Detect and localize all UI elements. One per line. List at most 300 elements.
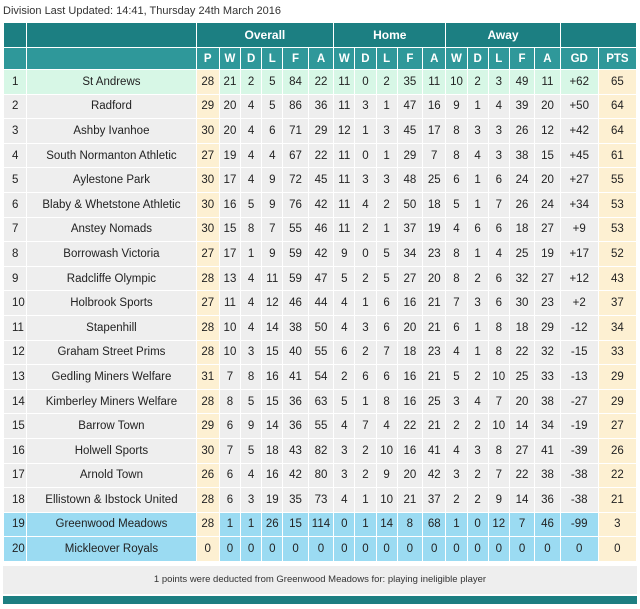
cell-played: 28 — [196, 389, 219, 414]
cell-home-for: 20 — [397, 315, 422, 340]
cell-goals-against: 36 — [308, 94, 333, 119]
cell-home-drawn: 1 — [355, 119, 376, 144]
table-row — [4, 192, 637, 217]
cell-drawn: 1 — [241, 512, 262, 537]
cell-home-for: 8 — [397, 512, 422, 537]
cell-goals-for: 72 — [283, 168, 308, 193]
cell-away-drawn: 1 — [467, 168, 488, 193]
cell-lost: 9 — [262, 242, 283, 267]
cell-drawn: 4 — [241, 168, 262, 193]
col-against: A — [308, 48, 333, 70]
cell-away-drawn: 2 — [467, 488, 488, 513]
cell-position: 4 — [4, 143, 27, 168]
cell-goal-difference: +17 — [560, 242, 598, 267]
cell-away-lost: 3 — [488, 119, 509, 144]
cell-drawn: 5 — [241, 389, 262, 414]
cell-home-against: 19 — [423, 217, 446, 242]
cell-won: 20 — [219, 119, 240, 144]
cell-goals-for: 59 — [283, 242, 308, 267]
cell-home-against: 68 — [423, 512, 446, 537]
cell-away-against: 23 — [535, 291, 560, 316]
cell-won: 6 — [219, 463, 240, 488]
cell-team-name: Aylestone Park — [27, 168, 196, 193]
cell-away-won: 8 — [446, 143, 467, 168]
cell-goals-for: 43 — [283, 438, 308, 463]
cell-goal-difference: -27 — [560, 389, 598, 414]
cell-home-against: 16 — [423, 94, 446, 119]
cell-home-against: 41 — [423, 438, 446, 463]
cell-home-drawn: 1 — [355, 512, 376, 537]
cell-points: 34 — [598, 315, 636, 340]
cell-position: 8 — [4, 242, 27, 267]
cell-home-won: 3 — [334, 438, 355, 463]
col-pos — [4, 48, 27, 70]
cell-away-lost: 0 — [488, 537, 509, 562]
col-points: PTS — [598, 48, 636, 70]
cell-goals-against: 55 — [308, 414, 333, 439]
cell-goal-difference: -12 — [560, 315, 598, 340]
cell-away-for: 30 — [509, 291, 534, 316]
cell-points: 29 — [598, 365, 636, 390]
cell-lost: 9 — [262, 192, 283, 217]
table-row — [4, 512, 637, 537]
cell-won: 19 — [219, 143, 240, 168]
cell-home-for: 16 — [397, 365, 422, 390]
cell-home-drawn: 3 — [355, 315, 376, 340]
cell-played: 28 — [196, 315, 219, 340]
cell-away-won: 4 — [446, 438, 467, 463]
cell-drawn: 4 — [241, 463, 262, 488]
cell-won: 11 — [219, 291, 240, 316]
cell-won: 8 — [219, 389, 240, 414]
cell-position: 1 — [4, 70, 27, 95]
cell-drawn: 2 — [241, 70, 262, 95]
table-row — [4, 340, 637, 365]
cell-away-drawn: 3 — [467, 438, 488, 463]
cell-points: 53 — [598, 192, 636, 217]
cell-home-against: 23 — [423, 242, 446, 267]
cell-played: 29 — [196, 94, 219, 119]
cell-goals-against: 22 — [308, 143, 333, 168]
cell-team-name: Arnold Town — [27, 463, 196, 488]
cell-away-for: 22 — [509, 463, 534, 488]
cell-goals-against: 45 — [308, 168, 333, 193]
cell-goals-against: 50 — [308, 315, 333, 340]
cell-lost: 12 — [262, 291, 283, 316]
cell-home-drawn: 4 — [355, 192, 376, 217]
cell-home-won: 9 — [334, 242, 355, 267]
cell-points: 61 — [598, 143, 636, 168]
cell-position: 11 — [4, 315, 27, 340]
cell-away-for: 0 — [509, 537, 534, 562]
cell-away-drawn: 4 — [467, 143, 488, 168]
cell-goals-against: 44 — [308, 291, 333, 316]
cell-home-drawn: 0 — [355, 537, 376, 562]
cell-home-lost: 3 — [376, 168, 397, 193]
cell-home-drawn: 0 — [355, 242, 376, 267]
cell-lost: 0 — [262, 537, 283, 562]
cell-goal-difference: 0 — [560, 537, 598, 562]
cell-goals-for: 40 — [283, 340, 308, 365]
cell-away-for: 24 — [509, 168, 534, 193]
cell-team-name: Kimberley Miners Welfare — [27, 389, 196, 414]
cell-home-against: 21 — [423, 291, 446, 316]
cell-goals-for: 36 — [283, 389, 308, 414]
cell-goal-difference: +42 — [560, 119, 598, 144]
cell-home-for: 45 — [397, 119, 422, 144]
cell-home-won: 0 — [334, 512, 355, 537]
cell-team-name: Ashby Ivanhoe — [27, 119, 196, 144]
cell-away-against: 12 — [535, 119, 560, 144]
cell-drawn: 5 — [241, 192, 262, 217]
cell-away-won: 6 — [446, 168, 467, 193]
cell-drawn: 8 — [241, 217, 262, 242]
cell-played: 30 — [196, 192, 219, 217]
points-deduction-note: 1 points were deducted from Greenwood Meadows for: playing ineligible player — [3, 566, 637, 594]
cell-away-for: 25 — [509, 242, 534, 267]
cell-home-against: 25 — [423, 168, 446, 193]
cell-away-for: 38 — [509, 143, 534, 168]
cell-away-for: 49 — [509, 70, 534, 95]
cell-drawn: 0 — [241, 537, 262, 562]
cell-team-name: Radford — [27, 94, 196, 119]
col-home-against: A — [423, 48, 446, 70]
cell-away-drawn: 0 — [467, 537, 488, 562]
cell-goals-against: 47 — [308, 266, 333, 291]
cell-home-for: 22 — [397, 414, 422, 439]
cell-away-for: 18 — [509, 217, 534, 242]
cell-away-won: 1 — [446, 512, 467, 537]
cell-away-won: 8 — [446, 242, 467, 267]
cell-won: 16 — [219, 192, 240, 217]
cell-away-drawn: 2 — [467, 266, 488, 291]
cell-position: 9 — [4, 266, 27, 291]
cell-points: 64 — [598, 119, 636, 144]
cell-team-name: Holwell Sports — [27, 438, 196, 463]
cell-home-lost: 5 — [376, 266, 397, 291]
cell-goals-for: 46 — [283, 291, 308, 316]
cell-home-for: 16 — [397, 389, 422, 414]
col-lost: L — [262, 48, 283, 70]
cell-won: 7 — [219, 365, 240, 390]
cell-team-name: Holbrook Sports — [27, 291, 196, 316]
cell-away-lost: 10 — [488, 414, 509, 439]
cell-away-lost: 10 — [488, 365, 509, 390]
cell-away-won: 6 — [446, 315, 467, 340]
cell-home-for: 16 — [397, 438, 422, 463]
cell-away-for: 26 — [509, 192, 534, 217]
cell-goals-against: 54 — [308, 365, 333, 390]
cell-won: 21 — [219, 70, 240, 95]
cell-goal-difference: -15 — [560, 340, 598, 365]
cell-away-against: 0 — [535, 537, 560, 562]
cell-goals-for: 55 — [283, 217, 308, 242]
cell-goals-against: 0 — [308, 537, 333, 562]
cell-goals-against: 82 — [308, 438, 333, 463]
cell-away-for: 39 — [509, 94, 534, 119]
col-home-for: F — [397, 48, 422, 70]
cell-won: 6 — [219, 414, 240, 439]
cell-away-against: 15 — [535, 143, 560, 168]
cell-goal-difference: -39 — [560, 438, 598, 463]
cell-lost: 5 — [262, 70, 283, 95]
cell-won: 10 — [219, 340, 240, 365]
cell-away-drawn: 1 — [467, 315, 488, 340]
table-row — [4, 537, 637, 562]
cell-away-against: 36 — [535, 488, 560, 513]
table-row — [4, 414, 637, 439]
cell-won: 7 — [219, 438, 240, 463]
cell-home-lost: 6 — [376, 365, 397, 390]
cell-home-drawn: 3 — [355, 168, 376, 193]
table-row — [4, 463, 637, 488]
cell-away-for: 26 — [509, 119, 534, 144]
cell-away-drawn: 1 — [467, 192, 488, 217]
cell-home-won: 3 — [334, 463, 355, 488]
cell-played: 31 — [196, 365, 219, 390]
cell-home-lost: 8 — [376, 389, 397, 414]
cell-away-lost: 6 — [488, 168, 509, 193]
cell-home-against: 18 — [423, 192, 446, 217]
table-row — [4, 119, 637, 144]
cell-points: 52 — [598, 242, 636, 267]
cell-away-won: 4 — [446, 340, 467, 365]
cell-points: 65 — [598, 70, 636, 95]
cell-home-won: 0 — [334, 537, 355, 562]
cell-lost: 6 — [262, 119, 283, 144]
cell-away-lost: 4 — [488, 242, 509, 267]
cell-goal-difference: +27 — [560, 168, 598, 193]
cell-home-for: 21 — [397, 488, 422, 513]
cell-away-drawn: 2 — [467, 463, 488, 488]
cell-played: 27 — [196, 291, 219, 316]
cell-home-won: 11 — [334, 192, 355, 217]
cell-drawn: 1 — [241, 242, 262, 267]
cell-home-lost: 2 — [376, 70, 397, 95]
table-row — [4, 242, 637, 267]
cell-home-for: 35 — [397, 70, 422, 95]
cell-home-for: 37 — [397, 217, 422, 242]
cell-team-name: St Andrews — [27, 70, 196, 95]
cell-drawn: 4 — [241, 266, 262, 291]
cell-lost: 15 — [262, 340, 283, 365]
cell-home-lost: 2 — [376, 192, 397, 217]
cell-points: 64 — [598, 94, 636, 119]
cell-lost: 11 — [262, 266, 283, 291]
cell-goals-against: 63 — [308, 389, 333, 414]
cell-home-lost: 1 — [376, 217, 397, 242]
col-away-drawn: D — [467, 48, 488, 70]
cell-home-drawn: 1 — [355, 389, 376, 414]
cell-home-won: 12 — [334, 119, 355, 144]
cell-goals-against: 80 — [308, 463, 333, 488]
cell-lost: 16 — [262, 365, 283, 390]
cell-home-drawn: 2 — [355, 266, 376, 291]
cell-home-against: 20 — [423, 266, 446, 291]
cell-away-against: 38 — [535, 463, 560, 488]
cell-away-lost: 3 — [488, 143, 509, 168]
cell-away-for: 14 — [509, 414, 534, 439]
col-won: W — [219, 48, 240, 70]
cell-home-lost: 4 — [376, 414, 397, 439]
cell-away-against: 38 — [535, 389, 560, 414]
cell-home-lost: 14 — [376, 512, 397, 537]
table-row — [4, 438, 637, 463]
cell-lost: 26 — [262, 512, 283, 537]
cell-goal-difference: -38 — [560, 463, 598, 488]
cell-points: 43 — [598, 266, 636, 291]
cell-goals-against: 114 — [308, 512, 333, 537]
cell-away-won: 10 — [446, 70, 467, 95]
cell-away-drawn: 2 — [467, 365, 488, 390]
cell-away-drawn: 1 — [467, 242, 488, 267]
cell-team-name: Anstey Nomads — [27, 217, 196, 242]
cell-goals-for: 71 — [283, 119, 308, 144]
cell-points: 29 — [598, 389, 636, 414]
table-row — [4, 315, 637, 340]
team-spacer — [27, 23, 196, 48]
cell-away-against: 33 — [535, 365, 560, 390]
cell-home-won: 11 — [334, 94, 355, 119]
cell-away-for: 20 — [509, 389, 534, 414]
cell-played: 30 — [196, 119, 219, 144]
table-row — [4, 365, 637, 390]
cell-goals-for: 42 — [283, 463, 308, 488]
cell-away-lost: 7 — [488, 389, 509, 414]
cell-goal-difference: -38 — [560, 488, 598, 513]
table-row — [4, 488, 637, 513]
cell-team-name: Barrow Town — [27, 414, 196, 439]
cell-away-against: 29 — [535, 315, 560, 340]
cell-played: 29 — [196, 414, 219, 439]
cell-team-name: Gedling Miners Welfare — [27, 365, 196, 390]
cell-points: 3 — [598, 512, 636, 537]
cell-home-for: 47 — [397, 94, 422, 119]
cell-goals-for: 67 — [283, 143, 308, 168]
cell-home-won: 11 — [334, 70, 355, 95]
cell-home-lost: 5 — [376, 242, 397, 267]
cell-drawn: 8 — [241, 365, 262, 390]
cell-home-drawn: 2 — [355, 340, 376, 365]
cell-goals-for: 76 — [283, 192, 308, 217]
league-table — [3, 22, 637, 562]
cell-home-against: 42 — [423, 463, 446, 488]
cell-lost: 19 — [262, 488, 283, 513]
cell-goals-for: 38 — [283, 315, 308, 340]
cell-home-against: 37 — [423, 488, 446, 513]
cell-lost: 4 — [262, 143, 283, 168]
cell-away-against: 11 — [535, 70, 560, 95]
cell-played: 30 — [196, 438, 219, 463]
cell-home-against: 25 — [423, 389, 446, 414]
cell-away-drawn: 3 — [467, 119, 488, 144]
cell-position: 16 — [4, 438, 27, 463]
cell-away-won: 8 — [446, 119, 467, 144]
cell-goals-for: 35 — [283, 488, 308, 513]
cell-goals-against: 22 — [308, 70, 333, 95]
cell-away-won: 5 — [446, 365, 467, 390]
cell-team-name: Blaby & Whetstone Athletic — [27, 192, 196, 217]
cell-position: 20 — [4, 537, 27, 562]
cell-played: 28 — [196, 512, 219, 537]
last-updated-text: Division Last Updated: 14:41, Thursday 24th March 2016 — [3, 5, 282, 17]
cell-home-won: 4 — [334, 291, 355, 316]
cell-away-lost: 12 — [488, 512, 509, 537]
table-row — [4, 70, 637, 95]
cell-away-for: 27 — [509, 438, 534, 463]
col-drawn: D — [241, 48, 262, 70]
cell-away-won: 3 — [446, 463, 467, 488]
cell-goal-difference: +62 — [560, 70, 598, 95]
cell-position: 6 — [4, 192, 27, 217]
cell-lost: 14 — [262, 315, 283, 340]
col-home-drawn: D — [355, 48, 376, 70]
cell-home-drawn: 0 — [355, 143, 376, 168]
cell-home-against: 23 — [423, 340, 446, 365]
cell-drawn: 3 — [241, 488, 262, 513]
cell-team-name: Greenwood Meadows — [27, 512, 196, 537]
cell-position: 19 — [4, 512, 27, 537]
cell-away-against: 27 — [535, 266, 560, 291]
cell-away-drawn: 0 — [467, 512, 488, 537]
cell-away-lost: 4 — [488, 94, 509, 119]
cell-home-lost: 1 — [376, 94, 397, 119]
cell-lost: 15 — [262, 389, 283, 414]
cell-home-lost: 10 — [376, 438, 397, 463]
cell-goals-for: 15 — [283, 512, 308, 537]
cell-lost: 16 — [262, 463, 283, 488]
table-row — [4, 291, 637, 316]
cell-points: 27 — [598, 414, 636, 439]
cell-home-for: 16 — [397, 291, 422, 316]
cell-away-lost: 6 — [488, 291, 509, 316]
cell-team-name: Mickleover Royals — [27, 537, 196, 562]
cell-home-drawn: 2 — [355, 217, 376, 242]
cell-goals-for: 0 — [283, 537, 308, 562]
cell-home-drawn: 2 — [355, 463, 376, 488]
cell-played: 27 — [196, 143, 219, 168]
cell-points: 33 — [598, 340, 636, 365]
cell-away-drawn: 4 — [467, 389, 488, 414]
cell-goal-difference: +45 — [560, 143, 598, 168]
cell-away-lost: 8 — [488, 340, 509, 365]
cell-home-lost: 7 — [376, 340, 397, 365]
cell-home-won: 4 — [334, 414, 355, 439]
cell-team-name: Stapenhill — [27, 315, 196, 340]
cell-away-for: 7 — [509, 512, 534, 537]
table-row — [4, 389, 637, 414]
cell-away-drawn: 1 — [467, 340, 488, 365]
cell-home-against: 21 — [423, 315, 446, 340]
cell-lost: 14 — [262, 414, 283, 439]
cell-won: 10 — [219, 315, 240, 340]
cell-goals-against: 29 — [308, 119, 333, 144]
cell-away-won: 9 — [446, 94, 467, 119]
cell-away-against: 32 — [535, 340, 560, 365]
cell-home-won: 5 — [334, 389, 355, 414]
cell-away-lost: 9 — [488, 488, 509, 513]
cell-drawn: 4 — [241, 291, 262, 316]
cell-goals-against: 42 — [308, 242, 333, 267]
cell-away-won: 3 — [446, 389, 467, 414]
col-away-lost: L — [488, 48, 509, 70]
cell-drawn: 4 — [241, 94, 262, 119]
cell-points: 26 — [598, 438, 636, 463]
cell-position: 18 — [4, 488, 27, 513]
cell-home-against: 7 — [423, 143, 446, 168]
cell-home-drawn: 6 — [355, 365, 376, 390]
cell-home-lost: 6 — [376, 315, 397, 340]
